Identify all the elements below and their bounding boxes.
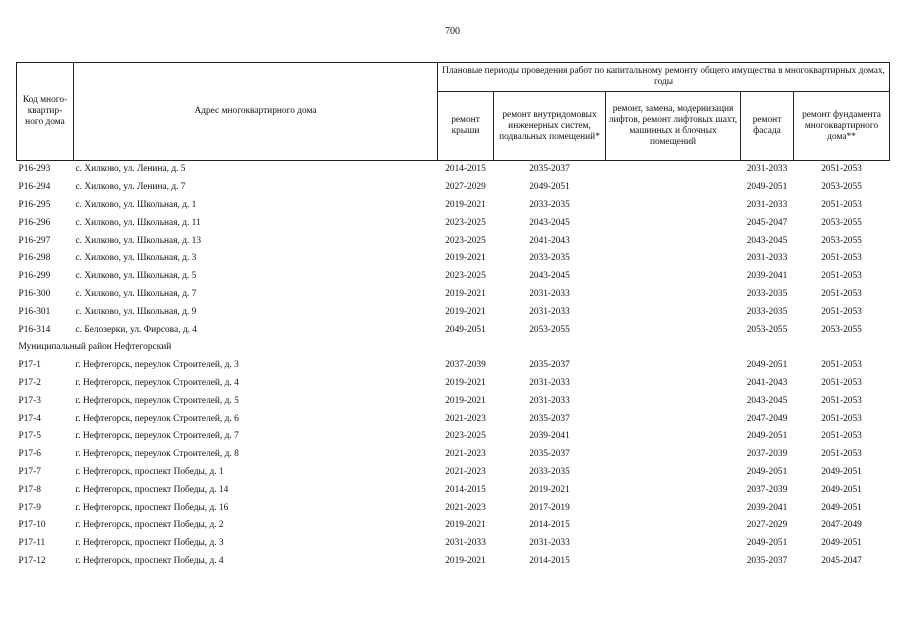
cell-code: Р17-4	[18, 413, 41, 424]
cell-code: Р16-293	[18, 164, 51, 175]
cell-engineering: 2043-2045	[529, 217, 570, 228]
cell-roof: 2019-2021	[445, 377, 486, 388]
cell-foundation: 2049-2051	[821, 538, 862, 549]
section-title: Муниципальный район Нефтегорский	[18, 342, 172, 353]
cell-foundation: 2053-2055	[821, 182, 862, 193]
cell-foundation: 2053-2055	[821, 324, 862, 335]
cell-code: Р16-295	[18, 199, 51, 210]
table-row	[17, 161, 890, 179]
cell-engineering: 2033-2035	[529, 466, 570, 477]
cell-elevators	[606, 357, 741, 375]
header-foundation: ремонт фундамента многоквартирного дома**	[794, 92, 890, 161]
cell-address: с. Хилково, ул. Школьная, д. 9	[75, 306, 197, 317]
cell-elevators	[606, 392, 741, 410]
header-engineering: ремонт внутридомовых инженерных систем, подвальных помещений*	[494, 92, 606, 161]
header-code: Код много-квартир-ного дома	[17, 63, 74, 161]
cell-roof: 2049-2051	[445, 324, 486, 335]
cell-address: г. Нефтегорск, проспект Победы, д. 1	[75, 466, 224, 477]
cell-foundation: 2051-2053	[821, 395, 862, 406]
cell-foundation: 2051-2053	[821, 377, 862, 388]
cell-engineering: 2039-2041	[529, 431, 570, 442]
cell-facade: 2027-2029	[746, 520, 788, 531]
cell-foundation: 2051-2053	[821, 253, 862, 264]
table-row	[17, 197, 890, 215]
cell-engineering: 2014-2015	[529, 520, 570, 531]
cell-elevators	[606, 286, 741, 304]
cell-elevators	[606, 321, 741, 339]
cell-elevators	[606, 161, 741, 179]
cell-facade: 2049-2051	[746, 538, 788, 549]
cell-facade: 2031-2033	[746, 164, 788, 175]
header-periods: Плановые периоды проведения работ по капитальному ремонту общего имущества в многоквартирных домах, годы	[438, 63, 890, 92]
cell-foundation: 2049-2051	[821, 466, 862, 477]
table-row	[17, 357, 890, 375]
cell-roof: 2037-2039	[445, 360, 486, 371]
cell-engineering: 2031-2033	[529, 306, 570, 317]
table-row	[17, 535, 890, 553]
cell-facade: 2037-2039	[746, 484, 788, 495]
cell-roof: 2021-2023	[445, 466, 486, 477]
cell-engineering: 2035-2037	[529, 449, 570, 460]
cell-facade: 2031-2033	[746, 199, 788, 210]
cell-code: Р17-5	[18, 431, 41, 442]
header-address: Адрес многоквартирного дома	[74, 63, 438, 161]
section-row	[17, 339, 890, 357]
cell-address: с. Хилково, ул. Школьная, д. 1	[75, 199, 197, 210]
cell-roof: 2019-2021	[445, 199, 486, 210]
cell-roof: 2021-2023	[445, 413, 486, 424]
table-row	[17, 446, 890, 464]
table-row	[17, 214, 890, 232]
cell-foundation: 2051-2053	[821, 449, 862, 460]
cell-facade: 2049-2051	[746, 431, 788, 442]
cell-code: Р16-299	[18, 271, 51, 282]
cell-address: с. Хилково, ул. Школьная, д. 7	[75, 288, 197, 299]
cell-roof: 2021-2023	[445, 449, 486, 460]
cell-foundation: 2045-2047	[821, 555, 862, 566]
cell-facade: 2039-2041	[746, 271, 788, 282]
cell-engineering: 2049-2051	[529, 182, 570, 193]
table-body	[17, 161, 890, 571]
cell-elevators	[606, 464, 741, 482]
cell-code: Р16-297	[18, 235, 51, 246]
cell-facade: 2047-2049	[746, 413, 788, 424]
cell-address: г. Нефтегорск, переулок Строителей, д. 6	[75, 413, 239, 424]
cell-code: Р16-296	[18, 217, 51, 228]
cell-code: Р17-8	[18, 484, 41, 495]
cell-address: г. Нефтегорск, проспект Победы, д. 4	[75, 555, 224, 566]
cell-engineering: 2017-2019	[529, 502, 570, 513]
cell-address: г. Нефтегорск, переулок Строителей, д. 7	[75, 431, 239, 442]
cell-foundation: 2049-2051	[821, 484, 862, 495]
cell-elevators	[606, 250, 741, 268]
table-row	[17, 410, 890, 428]
cell-code: Р17-3	[18, 395, 41, 406]
cell-elevators	[606, 481, 741, 499]
cell-address: г. Нефтегорск, проспект Победы, д. 14	[75, 484, 229, 495]
cell-roof: 2019-2021	[445, 253, 486, 264]
cell-foundation: 2051-2053	[821, 164, 862, 175]
cell-roof: 2019-2021	[445, 288, 486, 299]
cell-engineering: 2014-2015	[529, 555, 570, 566]
cell-address: с. Хилково, ул. Школьная, д. 5	[75, 271, 197, 282]
cell-facade: 2033-2035	[746, 306, 788, 317]
cell-roof: 2031-2033	[445, 538, 486, 549]
table-row	[17, 268, 890, 286]
cell-elevators	[606, 179, 741, 197]
cell-roof: 2023-2025	[445, 271, 486, 282]
cell-facade: 2043-2045	[746, 235, 788, 246]
cell-facade: 2053-2055	[746, 324, 788, 335]
cell-elevators	[606, 410, 741, 428]
cell-roof: 2027-2029	[445, 182, 486, 193]
cell-code: Р17-12	[18, 555, 46, 566]
cell-foundation: 2053-2055	[821, 217, 862, 228]
cell-facade: 2049-2051	[746, 360, 788, 371]
cell-address: с. Хилково, ул. Школьная, д. 3	[75, 253, 197, 264]
cell-code: Р16-300	[18, 288, 51, 299]
cell-foundation: 2049-2051	[821, 502, 862, 513]
cell-code: Р17-10	[18, 520, 46, 531]
header-roof: ремонт крыши	[438, 92, 494, 161]
cell-roof: 2023-2025	[445, 235, 486, 246]
cell-facade: 2045-2047	[746, 217, 788, 228]
cell-elevators	[606, 517, 741, 535]
cell-foundation: 2051-2053	[821, 199, 862, 210]
cell-roof: 2019-2021	[445, 520, 486, 531]
table-row	[17, 250, 890, 268]
cell-elevators	[606, 446, 741, 464]
cell-engineering: 2031-2033	[529, 288, 570, 299]
cell-elevators	[606, 428, 741, 446]
cell-address: с. Хилково, ул. Ленина, д. 7	[75, 182, 186, 193]
cell-code: Р17-1	[18, 360, 41, 371]
cell-facade: 2049-2051	[746, 182, 788, 193]
cell-engineering: 2031-2033	[529, 538, 570, 549]
cell-address: с. Белозерки, ул. Фирсова, д. 4	[75, 324, 197, 335]
table-row	[17, 464, 890, 482]
cell-roof: 2014-2015	[445, 484, 486, 495]
cell-address: г. Нефтегорск, переулок Строителей, д. 8	[75, 449, 239, 460]
table-row	[17, 499, 890, 517]
table-row	[17, 392, 890, 410]
cell-facade: 2035-2037	[746, 555, 788, 566]
cell-facade: 2033-2035	[746, 288, 788, 299]
cell-elevators	[606, 214, 741, 232]
table-header	[17, 63, 890, 161]
cell-engineering: 2033-2035	[529, 253, 570, 264]
table-row	[17, 232, 890, 250]
cell-address: г. Нефтегорск, проспект Победы, д. 16	[75, 502, 229, 513]
cell-elevators	[606, 303, 741, 321]
cell-elevators	[606, 197, 741, 215]
cell-code: Р16-301	[18, 306, 51, 317]
header-elevators: ремонт, замена, модернизация лифтов, ремонт лифтовых шахт, машинных и блочных помещений	[606, 92, 741, 161]
cell-address: г. Нефтегорск, проспект Победы, д. 2	[75, 520, 224, 531]
cell-engineering: 2031-2033	[529, 395, 570, 406]
cell-engineering: 2035-2037	[529, 164, 570, 175]
table-row	[17, 286, 890, 304]
cell-facade: 2037-2039	[746, 449, 788, 460]
cell-elevators	[606, 232, 741, 250]
cell-code: Р17-11	[18, 538, 46, 549]
table-row	[17, 428, 890, 446]
repair-schedule-table	[16, 62, 890, 570]
page-number: 700	[445, 26, 460, 37]
table-row	[17, 321, 890, 339]
cell-roof: 2019-2021	[445, 395, 486, 406]
cell-roof: 2019-2021	[445, 306, 486, 317]
cell-roof: 2019-2021	[445, 555, 486, 566]
cell-facade: 2039-2041	[746, 502, 788, 513]
cell-elevators	[606, 535, 741, 553]
cell-address: г. Нефтегорск, переулок Строителей, д. 3	[75, 360, 239, 371]
cell-roof: 2021-2023	[445, 502, 486, 513]
cell-address: г. Нефтегорск, переулок Строителей, д. 5	[75, 395, 239, 406]
cell-roof: 2023-2025	[445, 217, 486, 228]
table-row	[17, 481, 890, 499]
cell-foundation: 2051-2053	[821, 431, 862, 442]
cell-code: Р17-6	[18, 449, 41, 460]
cell-elevators	[606, 375, 741, 393]
cell-address: с. Хилково, ул. Школьная, д. 13	[75, 235, 202, 246]
cell-address: г. Нефтегорск, проспект Победы, д. 3	[75, 538, 224, 549]
cell-engineering: 2033-2035	[529, 199, 570, 210]
cell-engineering: 2019-2021	[529, 484, 570, 495]
cell-foundation: 2051-2053	[821, 413, 862, 424]
table-row	[17, 553, 890, 571]
cell-foundation: 2051-2053	[821, 288, 862, 299]
cell-engineering: 2043-2045	[529, 271, 570, 282]
cell-elevators	[606, 553, 741, 571]
cell-code: Р16-314	[18, 324, 51, 335]
header-facade: ремонт фасада	[741, 92, 794, 161]
cell-foundation: 2053-2055	[821, 235, 862, 246]
table-row	[17, 375, 890, 393]
cell-foundation: 2047-2049	[821, 520, 862, 531]
cell-facade: 2041-2043	[746, 377, 788, 388]
table-row	[17, 179, 890, 197]
cell-foundation: 2051-2053	[821, 306, 862, 317]
cell-code: Р16-298	[18, 253, 51, 264]
cell-elevators	[606, 268, 741, 286]
cell-address: г. Нефтегорск, переулок Строителей, д. 4	[75, 377, 239, 388]
cell-code: Р17-9	[18, 502, 41, 513]
cell-engineering: 2035-2037	[529, 413, 570, 424]
cell-elevators	[606, 499, 741, 517]
cell-address: с. Хилково, ул. Школьная, д. 11	[75, 217, 201, 228]
cell-code: Р17-7	[18, 466, 41, 477]
cell-address: с. Хилково, ул. Ленина, д. 5	[75, 164, 186, 175]
cell-facade: 2031-2033	[746, 253, 788, 264]
cell-engineering: 2031-2033	[529, 377, 570, 388]
cell-roof: 2023-2025	[445, 431, 486, 442]
cell-code: Р16-294	[18, 182, 51, 193]
cell-foundation: 2051-2053	[821, 271, 862, 282]
cell-engineering: 2053-2055	[529, 324, 570, 335]
cell-engineering: 2035-2037	[529, 360, 570, 371]
cell-foundation: 2051-2053	[821, 360, 862, 371]
cell-code: Р17-2	[18, 377, 41, 388]
cell-engineering: 2041-2043	[529, 235, 570, 246]
cell-facade: 2049-2051	[746, 466, 788, 477]
cell-roof: 2014-2015	[445, 164, 486, 175]
table-row	[17, 303, 890, 321]
cell-facade: 2043-2045	[746, 395, 788, 406]
table-row	[17, 517, 890, 535]
